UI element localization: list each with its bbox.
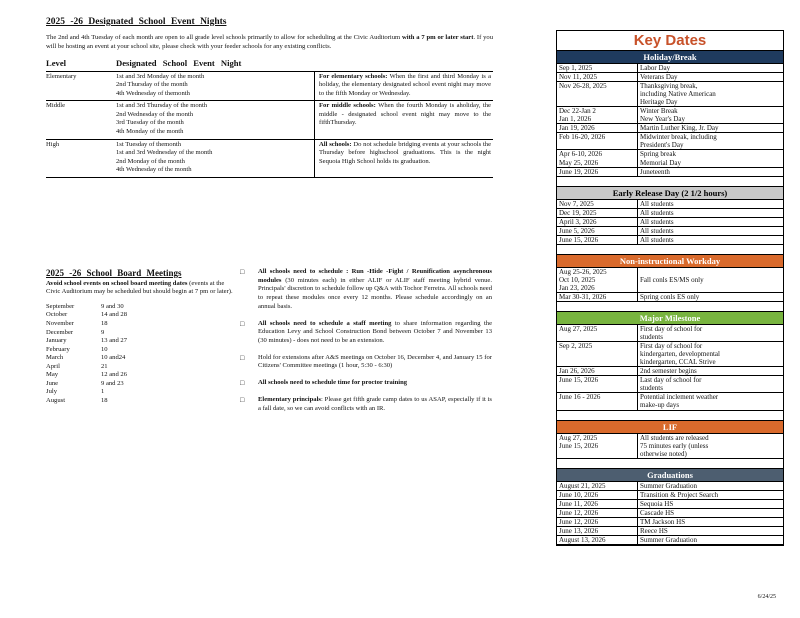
key-date-row xyxy=(557,168,783,177)
section-gap xyxy=(557,245,783,255)
meeting-month: November xyxy=(46,319,74,327)
key-date-event: Fall conls ES/MS only xyxy=(640,275,704,284)
meeting-month: October xyxy=(46,311,68,319)
key-date-row xyxy=(557,342,783,367)
key-date-row xyxy=(557,536,783,545)
bullet-text xyxy=(258,268,492,312)
key-date-event: Last day of school for students xyxy=(640,376,702,393)
key-date-event: Cascade HS xyxy=(640,508,675,517)
meeting-month: September xyxy=(46,302,75,310)
key-date-event: First day of school for kindergarten, developmental kindergarten, CCAL Strive xyxy=(640,342,720,367)
event-day-line: 4th Wednesday of themonth xyxy=(116,89,190,97)
checkbox-square-icon: □ xyxy=(240,268,245,276)
key-date-row xyxy=(557,218,783,227)
bullet-item xyxy=(240,396,492,413)
event-day-line: 2nd Wednesday of the month xyxy=(116,110,193,118)
bullet-text xyxy=(258,396,492,413)
meeting-month: March xyxy=(46,354,64,362)
meeting-days: 9 and 23 xyxy=(101,379,124,387)
meeting-days: 9 and 30 xyxy=(101,302,124,310)
meeting-days: 18 xyxy=(101,319,108,327)
event-day-line: 1st Tuesday of themonth xyxy=(116,140,182,148)
bullet-list xyxy=(240,268,492,422)
key-date-event: Martin Luther King, Jr. Day xyxy=(640,124,719,133)
key-date-date: Nov 26-28, 2025 xyxy=(557,82,638,106)
event-day-line: 3rd Tuesday of the month xyxy=(116,119,184,127)
event-days xyxy=(116,139,315,177)
meeting-days: 9 xyxy=(101,328,105,336)
event-nights-heading: 2025 -26 Designated School Event Nights xyxy=(46,17,227,27)
key-date-event: Transition & Project Search xyxy=(640,490,719,499)
key-date-row xyxy=(557,367,783,376)
key-date-date: June 15, 2026 xyxy=(557,236,638,244)
meeting-row xyxy=(46,303,236,312)
key-date-date: Nov 11, 2025 xyxy=(557,73,638,81)
event-note-bold: For elementary schools: xyxy=(319,72,388,80)
key-date-event: TM Jackson HS xyxy=(640,517,686,526)
event-note-bold: All schools: xyxy=(319,140,352,148)
key-date-event: Labor Day xyxy=(640,64,671,72)
board-meetings-section xyxy=(46,268,236,406)
key-date-row xyxy=(557,482,783,491)
key-date-date: June 15, 2026 xyxy=(557,376,638,392)
meeting-row xyxy=(46,388,236,397)
key-dates-title: Key Dates xyxy=(557,31,783,51)
key-date-event: Winter Break New Year's Day xyxy=(640,107,686,124)
bullet-text xyxy=(258,354,492,371)
key-date-date: June 11, 2026 xyxy=(557,500,638,508)
bullet-item xyxy=(240,354,492,371)
event-nights-intro xyxy=(46,34,493,51)
event-note xyxy=(315,139,494,177)
col-title: Designated School Event Night xyxy=(116,56,493,71)
meeting-days: 1 xyxy=(101,388,105,396)
key-date-date: Apr 6-10, 2026 May 25, 2026 xyxy=(557,150,638,166)
meeting-row xyxy=(46,380,236,389)
meeting-days: 18 xyxy=(101,397,108,404)
key-date-date: Dec 22-Jan 2 Jan 1, 2026 xyxy=(557,107,638,123)
key-date-event: All students xyxy=(640,226,674,235)
bullet-rest: to share information regarding the Education Levy and School Construction Bond between October 7 and November 13 (30 minutes) - does not need to be an extension. xyxy=(258,319,493,344)
key-date-date: Feb 16-20, 2026 xyxy=(557,133,638,149)
event-row xyxy=(46,101,493,139)
event-note xyxy=(315,101,494,139)
key-date-event: Midwinter break, including President's Day xyxy=(640,133,717,150)
key-date-date: Aug 27, 2025 June 15, 2026 xyxy=(557,434,638,458)
meeting-row xyxy=(46,337,236,346)
key-date-date: Aug 27, 2025 xyxy=(557,325,638,341)
key-dates-section-header: Major Milestone xyxy=(557,312,783,325)
key-date-date: June 19, 2026 xyxy=(557,168,638,176)
event-row xyxy=(46,139,493,177)
meeting-row xyxy=(46,320,236,329)
event-nights-section xyxy=(46,16,493,178)
event-note xyxy=(315,71,494,101)
meeting-month: December xyxy=(46,328,74,336)
key-date-row xyxy=(557,500,783,509)
key-date-event: Summer Graduation xyxy=(640,535,697,544)
key-date-row xyxy=(557,200,783,209)
bullet-rest: : Please get fifth grade camp dates to us ASAP, especially if it is a fall date, so we can avoid conflicts with an IR. xyxy=(258,396,493,412)
bullet-rest: Hold for extensions after A&S meetings on October 16, December 4, and January 15 for Citizens' Committee meetings (1 hour, 5:30 - 6:30) xyxy=(258,353,492,370)
key-date-date: Jan 19, 2026 xyxy=(557,124,638,132)
key-dates-panel xyxy=(556,30,784,546)
meeting-row xyxy=(46,329,236,338)
key-date-date: June 12, 2026 xyxy=(557,509,638,517)
event-days xyxy=(116,101,315,139)
key-dates-section-header: Graduations xyxy=(557,469,783,482)
checkbox-square-icon: □ xyxy=(240,319,245,328)
key-date-event: All students xyxy=(640,217,674,226)
key-date-row xyxy=(557,376,783,393)
key-date-date: Jan 26, 2026 xyxy=(557,367,638,375)
bullet-item xyxy=(240,268,492,312)
key-dates-section-header: LIF xyxy=(557,421,783,434)
event-note-text: When the fourth Monday is aholiday, the middle - designated school event night may move to the fifthThursday. xyxy=(319,102,491,127)
meeting-row xyxy=(46,354,236,363)
key-date-row xyxy=(557,527,783,536)
key-date-row xyxy=(557,209,783,218)
key-date-row xyxy=(557,236,783,245)
meeting-row xyxy=(46,371,236,380)
key-date-date: Nov 7, 2025 xyxy=(557,200,638,208)
meeting-month: February xyxy=(46,345,70,353)
key-date-event: Summer Graduation xyxy=(640,481,697,490)
bullet-bold: All schools need to schedule : Run -Hide -Fight / Reunification asynchronous modules xyxy=(258,268,492,284)
event-day-line: 4th Monday of the month xyxy=(116,128,184,136)
key-date-event: Veterans Day xyxy=(640,73,678,82)
key-dates-section-header: Early Release Day (2 1/2 hours) xyxy=(557,187,783,200)
meeting-days: 12 and 26 xyxy=(101,371,128,379)
checkbox-square-icon: □ xyxy=(240,353,245,362)
event-days xyxy=(116,71,315,101)
key-date-row xyxy=(557,107,783,124)
key-date-row xyxy=(557,268,783,293)
key-date-date: June 10, 2026 xyxy=(557,491,638,499)
avoid-bold: Avoid school events on school board meeting dates xyxy=(46,279,188,287)
section-gap xyxy=(557,302,783,312)
meeting-row xyxy=(46,346,236,355)
event-row xyxy=(46,71,493,101)
meeting-days: 13 and 27 xyxy=(101,337,128,345)
key-date-event: All students xyxy=(640,208,674,217)
meeting-month: April xyxy=(46,362,60,370)
intro-text: The 2nd and 4th Tuesday of each month are open to all grade level schools primarily to allow for scheduling at the Civic Auditorium xyxy=(46,34,401,42)
board-heading: 2025 -26 School Board Meetings xyxy=(46,268,182,278)
key-date-date: August 13, 2026 xyxy=(557,536,638,544)
bullet-bold: Elementary principals xyxy=(258,396,321,404)
event-level: Middle xyxy=(46,101,116,139)
key-date-event: Spring break Memorial Day xyxy=(640,150,682,167)
key-dates-section-header: Holiday/Break xyxy=(557,51,783,64)
avoid-rest: (events at the Civic Auditorium may be scheduled but should begin at 7 pm or later). xyxy=(46,279,233,296)
key-date-date: June 5, 2026 xyxy=(557,227,638,235)
event-day-line: 1st and 3rd Thursday of the month xyxy=(116,102,208,110)
meeting-row xyxy=(46,397,236,406)
meeting-row xyxy=(46,363,236,372)
key-date-event: Thanksgiving break, including Native American Heritage Day xyxy=(640,82,716,107)
board-avoid-note xyxy=(46,280,236,297)
event-day-line: 2nd Thursday of the month xyxy=(116,81,188,89)
key-date-event: All students are released 75 minutes early (unless otherwise noted) xyxy=(640,433,709,458)
checkbox-square-icon: □ xyxy=(240,396,245,405)
key-date-event: Juneteenth xyxy=(640,167,670,176)
key-date-row xyxy=(557,227,783,236)
meeting-month: July xyxy=(46,388,57,396)
key-date-date: Sep 1, 2025 xyxy=(557,64,638,72)
meeting-days: 10 and24 xyxy=(101,354,126,362)
bullet-rest: (30 minutes each) in either ALIF or ALIF staff meeting hybrid venue. Principals' discretion to schedule follow up Q&A with Tochor Ferreira. All schools need to repeat these modules once every 12 months. Please schedule accordingly on an annual basis. xyxy=(258,276,492,310)
key-dates-section-header: Non-instructional Workday xyxy=(557,255,783,268)
bullet-item xyxy=(240,320,492,346)
key-date-date: June 13, 2026 xyxy=(557,527,638,535)
key-date-row xyxy=(557,82,783,107)
event-nights-table xyxy=(46,56,493,177)
key-date-event: 2nd semester begins xyxy=(640,367,697,376)
key-date-row xyxy=(557,491,783,500)
key-date-row xyxy=(557,150,783,167)
event-day-line: 2nd Monday of the month xyxy=(116,157,185,165)
footer-date: 6/24/25 xyxy=(757,594,776,600)
key-date-event: Reece HS xyxy=(640,526,668,535)
event-level: Elementary xyxy=(46,71,116,101)
bullet-bold: All schools need to schedule a staff meeting xyxy=(258,319,392,327)
key-date-row xyxy=(557,124,783,133)
event-note-text: Do not schedule bridging events at your schools the Thursday before highschool graduations. This is the night Sequoia High School holds its graduation. xyxy=(319,140,492,165)
meeting-days: 21 xyxy=(101,362,108,370)
section-gap xyxy=(557,177,783,187)
col-level: Level xyxy=(46,56,116,71)
key-date-row xyxy=(557,64,783,73)
event-note-bold: For middle schools: xyxy=(319,102,376,110)
meeting-month: May xyxy=(46,371,59,379)
key-date-row xyxy=(557,509,783,518)
key-date-date: Mar 30-31, 2026 xyxy=(557,293,638,301)
key-date-event: Potential inclement weather make-up days xyxy=(640,393,719,410)
key-date-row xyxy=(557,393,783,410)
key-date-event: All students xyxy=(640,199,674,208)
bullet-text xyxy=(258,320,492,346)
meeting-days: 10 xyxy=(101,345,108,353)
key-date-row xyxy=(557,325,783,342)
event-note-text: When the first and third Monday is a holiday, the elementary designated school event night may move to the fifth Monday or Wednesday. xyxy=(319,72,492,97)
key-date-row xyxy=(557,518,783,527)
meeting-month: January xyxy=(46,337,67,345)
meeting-days: 14 and 28 xyxy=(101,311,128,319)
intro-bold: with a 7 pm or later start xyxy=(401,34,474,42)
intro-text-end: . If you will be hosting an event at your school site, please check with your feeder schools for any existing conflicts. xyxy=(46,34,493,50)
key-date-date: June 16 - 2026 xyxy=(557,393,638,409)
key-date-date: Aug 25-26, 2025 Oct 10, 2025 Jan 23, 2026 xyxy=(557,268,638,292)
key-date-date: April 3, 2026 xyxy=(557,218,638,226)
bullet-text xyxy=(258,379,492,388)
key-date-row xyxy=(557,293,783,302)
event-day-line: 1st and 3rd Monday of the month xyxy=(116,72,205,80)
checkbox-square-icon: □ xyxy=(240,379,245,388)
key-date-date: Sep 2, 2025 xyxy=(557,342,638,366)
key-date-row xyxy=(557,434,783,459)
event-level: High xyxy=(46,139,116,177)
meeting-row xyxy=(46,311,236,320)
section-gap xyxy=(557,411,783,421)
section-gap xyxy=(557,459,783,469)
key-date-event: All students xyxy=(640,235,674,244)
bullet-bold: All schools need to schedule time for proctor training xyxy=(258,379,408,387)
meeting-list xyxy=(46,303,236,406)
key-date-event: Spring conls ES only xyxy=(640,292,700,301)
key-date-row xyxy=(557,73,783,82)
key-date-row xyxy=(557,133,783,150)
key-date-date: August 21, 2025 xyxy=(557,482,638,490)
event-day-line: 1st and 3rd Wednesday of the month xyxy=(116,149,213,157)
key-date-event: First day of school for students xyxy=(640,325,703,342)
bullet-item xyxy=(240,379,492,388)
key-date-date: Dec 19, 2025 xyxy=(557,209,638,217)
key-date-event: Sequoia HS xyxy=(640,499,674,508)
key-date-date: June 12, 2026 xyxy=(557,518,638,526)
meeting-month: June xyxy=(46,379,59,387)
event-day-line: 4th Wednesday of the month xyxy=(116,166,192,174)
meeting-month: August xyxy=(46,397,66,404)
